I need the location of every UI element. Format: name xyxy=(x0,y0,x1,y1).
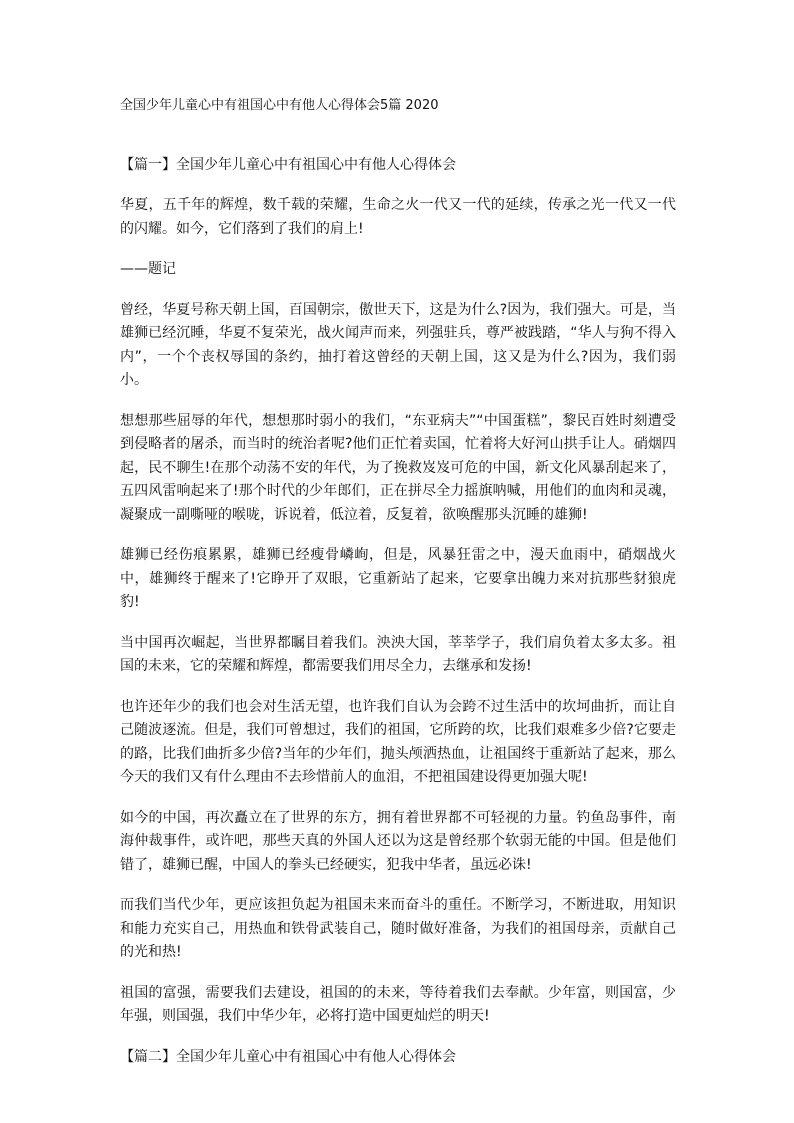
paragraph-epigraph: ——题记 xyxy=(120,261,176,277)
paragraph-9: 祖国的富强，需要我们去建设，祖国的的未来，等待着我们去奉献。少年富，则国富，少年强，则国强，我们中华少年，必将打造中国更灿烂的明天! xyxy=(120,984,676,1024)
section-heading-2: 【篇二】全国少年儿童心中有祖国心中有他人心得体会 xyxy=(120,1048,456,1065)
paragraph-5: 当中国再次崛起，当世界都瞩目着我们。泱泱大国，莘莘学子，我们肩负着太多太多。祖国的未来，它的荣耀和辉煌，都需要我们用尽全力，去继承和发扬! xyxy=(120,634,676,674)
paragraph-7: 如今的中国，再次矗立在了世界的东方，拥有着世界都不可轻视的力量。钓鱼岛事件，南海仲裁事件，或许吧，那些天真的外国人还以为这是曾经那个软弱无能的中国。但是他们错了，雄狮已醒，中国人的拳头已经硬实，犯我中华者，虽远必诛! xyxy=(120,809,676,873)
paragraph-6: 也许还年少的我们也会对生活无望，也许我们自认为会跨不过生活中的坎坷曲折，而让自己随波逐流。但是，我们可曾想过，我们的祖国，它所跨的坎，比我们艰难多少倍?它要走的路，比我们曲折多少倍?当年的少年们，抛头颅洒热血，让祖国终于重新站了起来，那么今天的我们又有什么理由不去珍惜前人的血泪，不把祖国建设得更加强大呢! xyxy=(120,698,676,785)
paragraph-3: 想想那些屈辱的年代，想想那时弱小的我们，“东亚病夫”“中国蛋糕”，黎民百姓时刻遭受到侵略者的屠杀，而当时的统治者呢?他们正忙着卖国，忙着将大好河山拱手让人。硝烟四起，民不聊生!在那个动荡不安的年代，为了挽救岌岌可危的中国，新文化风暴刮起来了，五四风雷响起来了!那个时代的少年郎们，正在拼尽全力摇旗呐喊，用他们的血肉和灵魂，凝聚成一副嘶哑的喉咙，诉说着，低泣着，反复着，欲唤醒那头沉睡的雄狮! xyxy=(120,412,676,523)
paragraph-1: 华夏，五千年的辉煌，数千载的荣耀，生命之火一代又一代的延续，传承之光一代又一代的闪耀。如今，它们落到了我们的肩上! xyxy=(120,197,676,237)
paragraph-4: 雄狮已经伤痕累累，雄狮已经瘦骨嶙峋，但是，风暴狂雷之中，漫天血雨中，硝烟战火中，雄狮终于醒来了!它睁开了双眼，它重新站了起来，它要拿出魄力来对抗那些豺狼虎豹! xyxy=(120,547,676,610)
paragraph-2: 曾经，华夏号称天朝上国，百国朝宗，傲世天下，这是为什么?因为，我们强大。可是，当雄狮已经沉睡，华夏不复荣光，战火闻声而来，列强驻兵，尊严被践踏，“华人与狗不得入内”，一个个丧权辱国的条约，抽打着这曾经的天朝上国，这又是为什么?因为，我们弱小。 xyxy=(120,301,676,388)
document-title: 全国少年儿童心中有祖国心中有他人心得体会5篇 2020 xyxy=(120,98,439,113)
paragraph-8: 而我们当代少年，更应该担负起为祖国未来而奋斗的重任。不断学习，不断进取，用知识和能力充实自己，用热血和铁骨武装自己，随时做好准备，为我们的祖国母亲，贡献自己的光和热! xyxy=(120,897,676,960)
section-heading-1: 【篇一】全国少年儿童心中有祖国心中有他人心得体会 xyxy=(120,157,456,173)
